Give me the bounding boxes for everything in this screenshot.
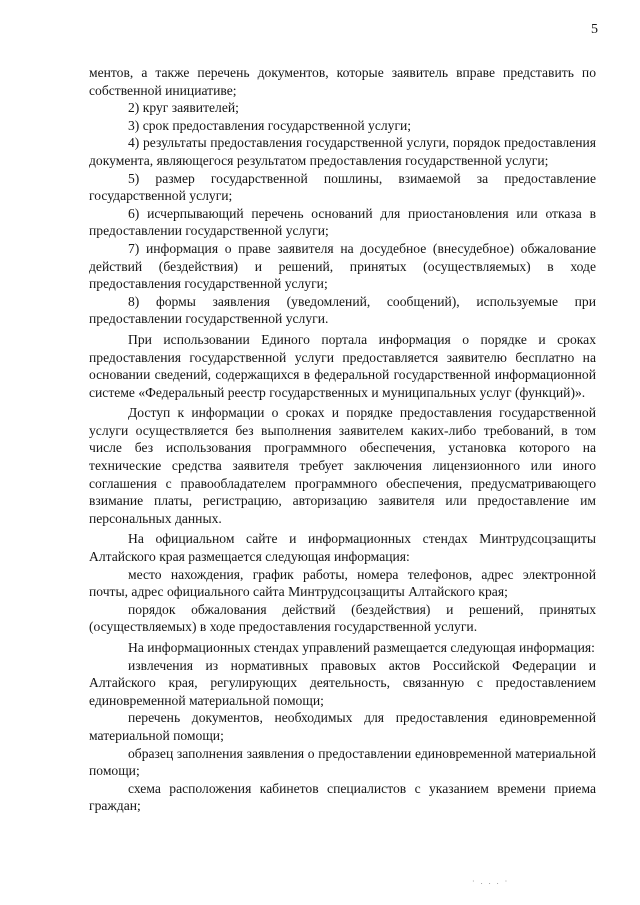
- document-body: [89, 64, 596, 815]
- list-item-service-term: 3) срок предоставления государственной услуги;: [128, 117, 412, 133]
- list-item-legal-extracts: извлечения из нормативных правовых актов Российской Федерации и Алтайского края, регулирующих деятельность, связанную с предоставлением единовременной материальной помощи;: [89, 657, 596, 708]
- list-item-document-list: перечень документов, необходимых для предоставления единовременной материальной помощи;: [89, 710, 596, 743]
- paragraph-info-stands: На информационных стендах управлений размещается следующая информация:: [128, 640, 595, 655]
- list-item-service-results: 4) результаты предоставления государственной услуги, порядок предоставления документа, являющегося результатом предоставления государственной услуги;: [89, 135, 596, 168]
- page-number: 5: [591, 22, 598, 37]
- list-item-application-forms: 8) формы заявления (уведомлений, сообщений), используемые при предоставлении государственной услуги.: [89, 293, 596, 327]
- list-item-applicants: 2) круг заявителей;: [128, 100, 239, 116]
- list-item-state-fee: 5) размер государственной пошлины, взимаемой за предоставление государственной услуги;: [89, 170, 596, 204]
- paragraph-unified-portal: При использовании Единого портала информация о порядке и сроках предоставления государственной услуги предоставляется заявителю бесплатно на основании сведений, содержащихся в федеральной государственной информационной системе «Федеральный реестр государственных и муниципальных услуг (функций)».: [89, 331, 596, 400]
- paragraph-continuation: ментов, а также перечень документов, которые заявитель вправе представить по собственной инициативе;: [89, 65, 596, 98]
- list-item-appeal-right: 7) информация о праве заявителя на досудебное (внесудебное) обжалование действий (бездействия) и решений, принятых (осуществляемых) в ходе предоставления государственной услуги;: [89, 240, 596, 292]
- list-item-location-contacts: место нахождения, график работы, номера телефонов, адрес электронной почты, адрес официального сайта Минтрудсоцзащиты Алтайского края;: [89, 566, 596, 600]
- list-item-office-scheme: схема расположения кабинетов специалистов с указанием времени приема граждан;: [89, 780, 596, 814]
- paragraph-information-access: Доступ к информации о сроках и порядке предоставления государственной услуги осуществляется без выполнения заявителем каких-либо требований, в том числе без использования программного обеспечения, установка которого на технические средства заявителя требует заключения лицензионного или иного соглашения с правообладателем программного обеспечения, предусматривающего взимание платы, регистрацию, авторизацию заявителя или предоставление им персональных данных.: [89, 405, 596, 526]
- scan-artifact: · . . . ·: [472, 877, 510, 886]
- list-item-appeal-procedure: порядок обжалования действий (бездействия) и решений, принятых (осуществляемых) в ходе предоставления государственной услуги.: [89, 601, 596, 635]
- paragraph-official-site: На официальном сайте и информационных стендах Минтрудсоцзащиты Алтайского края размещается следующая информация:: [89, 531, 596, 565]
- list-item-suspension-grounds: 6) исчерпывающий перечень оснований для приостановления или отказа в предоставлении государственной услуги;: [89, 205, 596, 239]
- list-item-sample-application: образец заполнения заявления о предоставлении единовременной материальной помощи;: [89, 745, 596, 779]
